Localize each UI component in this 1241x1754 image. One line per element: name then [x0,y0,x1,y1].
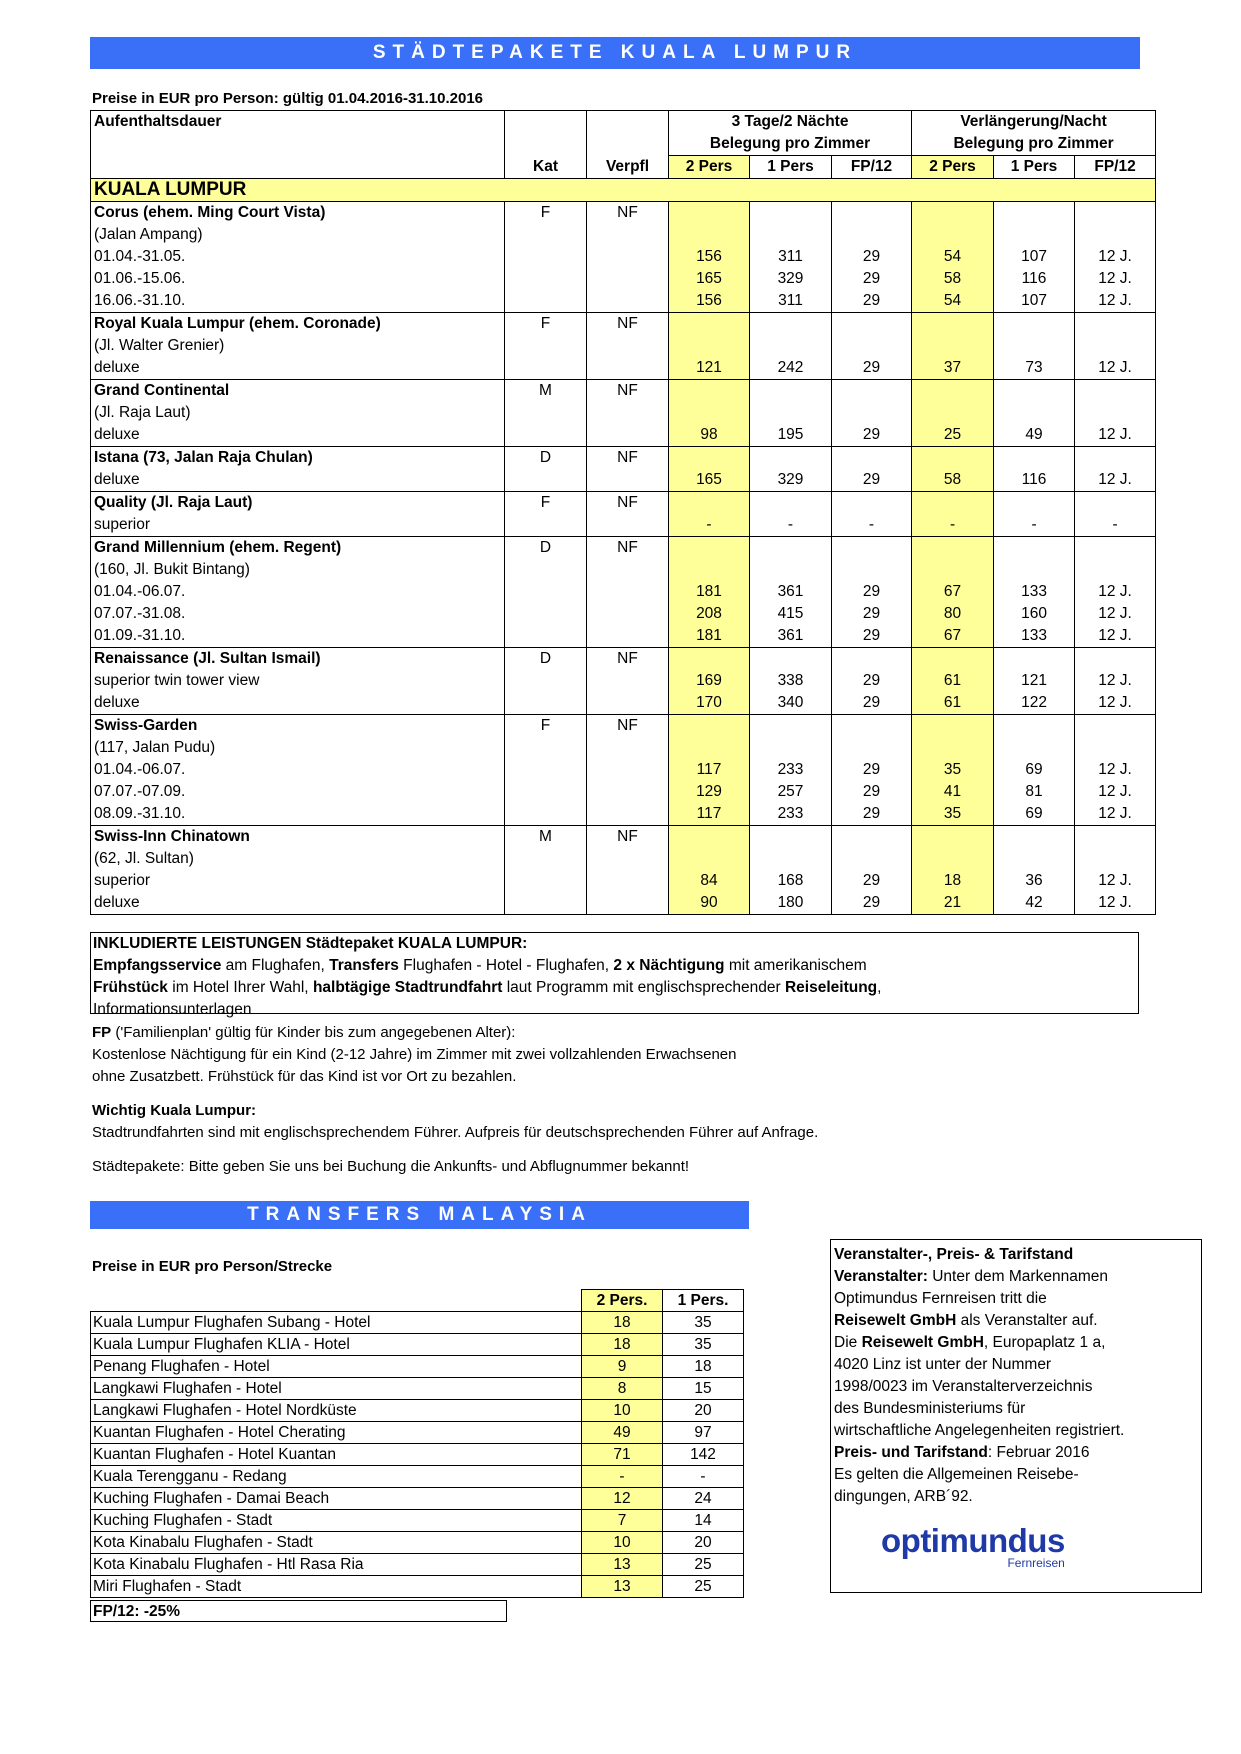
hotel-period: superior twin tower view [91,670,505,692]
transfer-route: Kuantan Flughafen - Hotel Kuantan [91,1444,582,1466]
transfer-row [91,1334,744,1356]
price-1pers: 180 [750,892,832,915]
hotel-row [91,202,1156,225]
hotel-row [91,670,1156,692]
hotel-period: 07.07.-07.09. [91,781,505,803]
logo-sub: Fernreisen [1007,1556,1065,1570]
transfer-row [91,1400,744,1422]
ext-2pers: 35 [912,759,994,781]
transfer-row [91,1312,744,1334]
transfer-route: Penang Flughafen - Hotel [91,1356,582,1378]
transfer-route: Kuala Lumpur Flughafen KLIA - Hotel [91,1334,582,1356]
price-1pers: 257 [750,781,832,803]
hotel-name: Swiss-Inn Chinatown [91,826,505,849]
veranstalter-line: dingungen, ARB´92. [834,1488,973,1505]
hotel-verpfl: NF [587,447,669,470]
hotel-row [91,246,1156,268]
hotel-verpfl: NF [587,537,669,560]
ext-1pers: 116 [994,469,1075,492]
transfer-1pers: 25 [663,1576,744,1598]
price-2pers: 90 [669,892,750,915]
price-2pers: 169 [669,670,750,692]
hotel-row [91,692,1156,715]
header-extension: Verlängerung/Nacht [912,111,1156,134]
price-fp12: 29 [832,670,912,692]
hotel-row [91,380,1156,403]
price-2pers: 208 [669,603,750,625]
included-line-2: Empfangsservice am Flughafen, Transfers Flughafen - Hotel - Flughafen, 2 x Nächtigung mit amerikanischem [93,957,867,974]
price-fp12: 29 [832,246,912,268]
ext-fp12: 12 J. [1075,803,1156,826]
logo-word: optimundus [881,1522,1065,1559]
veranstalter-line: wirtschaftliche Angelegenheiten registriert. [834,1422,1125,1439]
hotel-address: (62, Jl. Sultan) [91,848,505,870]
price-fp12: - [832,514,912,537]
price-2pers: 181 [669,625,750,648]
hotel-row [91,826,1156,849]
hotel-row [91,715,1156,738]
transfer-2pers: 8 [582,1378,663,1400]
price-1pers: 329 [750,469,832,492]
price-1pers: 242 [750,357,832,380]
hotel-verpfl: NF [587,826,669,849]
hotel-verpfl: NF [587,492,669,515]
hotel-period: 07.07.-31.08. [91,603,505,625]
price-fp12: 29 [832,803,912,826]
ext-1pers: 81 [994,781,1075,803]
transfer-row [91,1444,744,1466]
hotel-period: 16.06.-31.10. [91,290,505,313]
hotel-period: superior [91,870,505,892]
hotel-period: deluxe [91,469,505,492]
ext-2pers: 58 [912,268,994,290]
veranstalter-line: Es gelten die Allgemeinen Reisebe- [834,1466,1079,1483]
fp-note-line-1: FP ('Familienplan' gültig für Kinder bis zum angegebenen Alter): [92,1024,516,1041]
hotel-row [91,892,1156,915]
price-2pers: 170 [669,692,750,715]
ext-fp12: 12 J. [1075,781,1156,803]
transfer-route: Kota Kinabalu Flughafen - Stadt [91,1532,582,1554]
ext-2pers: 21 [912,892,994,915]
hotel-address: (160, Jl. Bukit Bintang) [91,559,505,581]
hotel-row [91,224,1156,246]
header-verpfl: Verpfl [587,156,669,179]
price-fp12: 29 [832,870,912,892]
ext-2pers: 35 [912,803,994,826]
transfer-1pers: 97 [663,1422,744,1444]
fp-note-line-2: Kostenlose Nächtigung für ein Kind (2-12 Jahre) im Zimmer mit zwei vollzahlenden Erwachsenen [92,1046,737,1063]
hotel-row [91,848,1156,870]
ext-2pers: 18 [912,870,994,892]
hotel-kat: D [505,648,587,671]
price-2pers: 98 [669,424,750,447]
hotel-verpfl: NF [587,380,669,403]
transfer-2pers: 7 [582,1510,663,1532]
price-2pers: 181 [669,581,750,603]
transfer-1pers: 142 [663,1444,744,1466]
city-heading: KUALA LUMPUR [91,179,1156,202]
veranstalter-heading: Veranstalter-, Preis- & Tarifstand [834,1246,1074,1263]
ext-1pers: 133 [994,581,1075,603]
hotel-kat: M [505,826,587,849]
included-heading: INKLUDIERTE LEISTUNGEN Städtepaket KUALA LUMPUR: [93,935,528,952]
header-extension-sub: Belegung pro Zimmer [912,133,1156,156]
hotel-row [91,625,1156,648]
hotel-period: 01.09.-31.10. [91,625,505,648]
hotel-address: (Jl. Walter Grenier) [91,335,505,357]
transfer-route: Kuching Flughafen - Stadt [91,1510,582,1532]
ext-1pers: 69 [994,803,1075,826]
transfer-route: Kuantan Flughafen - Hotel Cherating [91,1422,582,1444]
price-2pers: 117 [669,759,750,781]
ext-2pers: 61 [912,670,994,692]
hotel-kat: D [505,447,587,470]
ext-fp12: 12 J. [1075,759,1156,781]
price-2pers: - [669,514,750,537]
price-1pers: 361 [750,625,832,648]
hotel-name: Istana (73, Jalan Raja Chulan) [91,447,505,470]
ext-1pers: - [994,514,1075,537]
transfer-2pers: 9 [582,1356,663,1378]
hotel-row [91,559,1156,581]
transfer-1pers: 24 [663,1488,744,1510]
price-1pers: 168 [750,870,832,892]
hotel-row [91,648,1156,671]
ext-2pers: 25 [912,424,994,447]
hotel-verpfl: NF [587,715,669,738]
transfers-banner: TRANSFERS MALAYSIA [90,1201,749,1229]
prices-note: Preise in EUR pro Person: gültig 01.04.2016-31.10.2016 [92,90,484,107]
optimundus-logo [881,1524,1065,1570]
price-2pers: 84 [669,870,750,892]
ext-1pers: 121 [994,670,1075,692]
hotel-name: Royal Kuala Lumpur (ehem. Coronade) [91,313,505,336]
ext-1pers: 160 [994,603,1075,625]
hotel-verpfl: NF [587,202,669,225]
hotel-row [91,402,1156,424]
hotel-address: (Jalan Ampang) [91,224,505,246]
ext-2pers: 67 [912,625,994,648]
wichtig-heading: Wichtig Kuala Lumpur: [92,1102,257,1119]
ext-1pers: 36 [994,870,1075,892]
ext-2pers: 80 [912,603,994,625]
price-fp12: 29 [832,892,912,915]
hotel-kat: D [505,537,587,560]
price-2pers: 165 [669,268,750,290]
veranstalter-line: Die Reisewelt GmbH, Europaplatz 1 a, [834,1334,1106,1351]
transfer-row [91,1488,744,1510]
ext-fp12: 12 J. [1075,625,1156,648]
hotel-verpfl: NF [587,648,669,671]
header-package-sub: Belegung pro Zimmer [669,133,912,156]
transfer-1pers: 35 [663,1334,744,1356]
ext-fp12: 12 J. [1075,581,1156,603]
hotel-kat: M [505,380,587,403]
header-2pers: 2 Pers [669,156,750,179]
ext-1pers: 122 [994,692,1075,715]
transfers-note: Preise in EUR pro Person/Strecke [92,1258,333,1275]
ext-fp12: 12 J. [1075,603,1156,625]
price-fp12: 29 [832,290,912,313]
hotel-row [91,424,1156,447]
transfers-table [90,1289,744,1598]
included-line-4: Informationsunterlagen [93,1001,252,1018]
transfer-route: Langkawi Flughafen - Hotel Nordküste [91,1400,582,1422]
flight-note: Städtepakete: Bitte geben Sie uns bei Buchung die Ankunfts- und Abflugnummer bekannt! [92,1158,690,1175]
ext-1pers: 107 [994,246,1075,268]
ext-1pers: 73 [994,357,1075,380]
header-kat: Kat [505,156,587,179]
hotel-row [91,290,1156,313]
hotel-period: 01.04.-31.05. [91,246,505,268]
ext-1pers: 42 [994,892,1075,915]
ext-1pers: 116 [994,268,1075,290]
price-1pers: 311 [750,246,832,268]
hotel-row [91,357,1156,380]
veranstalter-line: Reisewelt GmbH als Veranstalter auf. [834,1312,1098,1329]
ext-2pers: - [912,514,994,537]
transfer-1pers: 20 [663,1400,744,1422]
hotel-verpfl: NF [587,313,669,336]
transfer-2pers: - [582,1466,663,1488]
hotel-row [91,537,1156,560]
transfer-2pers: 13 [582,1576,663,1598]
transfer-1pers: 18 [663,1356,744,1378]
transfer-route: Kuching Flughafen - Damai Beach [91,1488,582,1510]
veranstalter-line: Optimundus Fernreisen tritt die [834,1290,1047,1307]
header-ext-2pers: 2 Pers [912,156,994,179]
veranstalter-line: Veranstalter: Unter dem Markennamen [834,1268,1108,1285]
transfer-2pers: 18 [582,1334,663,1356]
hotel-name: Grand Millennium (ehem. Regent) [91,537,505,560]
header-stay: Aufenthaltsdauer [91,111,505,134]
included-services-box [90,932,1139,1018]
price-1pers: 233 [750,803,832,826]
ext-fp12: 12 J. [1075,692,1156,715]
transfer-2pers: 71 [582,1444,663,1466]
header-1pers: 1 Pers [750,156,832,179]
ext-2pers: 58 [912,469,994,492]
ext-2pers: 61 [912,692,994,715]
transfer-row [91,1378,744,1400]
transfers-header-1pers: 1 Pers. [663,1290,744,1312]
transfer-row [91,1554,744,1576]
price-2pers: 165 [669,469,750,492]
transfer-2pers: 12 [582,1488,663,1510]
ext-fp12: 12 J. [1075,268,1156,290]
price-fp12: 29 [832,781,912,803]
hotel-period: deluxe [91,357,505,380]
ext-1pers: 49 [994,424,1075,447]
price-1pers: 338 [750,670,832,692]
price-fp12: 29 [832,581,912,603]
price-fp12: 29 [832,268,912,290]
transfer-row [91,1422,744,1444]
veranstalter-line: 1998/0023 im Veranstalterverzeichnis [834,1378,1093,1395]
hotel-row [91,581,1156,603]
transfers-fp-note: FP/12: -25% [90,1600,507,1622]
price-1pers: 340 [750,692,832,715]
ext-2pers: 54 [912,290,994,313]
hotel-period: deluxe [91,424,505,447]
hotel-row [91,781,1156,803]
header-package: 3 Tage/2 Nächte [669,111,912,134]
hotel-period: 01.04.-06.07. [91,581,505,603]
ext-2pers: 67 [912,581,994,603]
ext-fp12: 12 J. [1075,892,1156,915]
transfer-2pers: 18 [582,1312,663,1334]
fp-note-line-3: ohne Zusatzbett. Frühstück für das Kind ist vor Ort zu bezahlen. [92,1068,517,1085]
price-1pers: - [750,514,832,537]
header-ext-fp12: FP/12 [1075,156,1156,179]
price-2pers: 121 [669,357,750,380]
price-fp12: 29 [832,469,912,492]
transfer-row [91,1576,744,1598]
hotel-price-table [90,110,1156,915]
wichtig-text: Stadtrundfahrten sind mit englischsprechendem Führer. Aufpreis für deutschsprechenden Führer auf Anfrage. [92,1124,819,1141]
transfer-2pers: 10 [582,1400,663,1422]
veranstalter-line: 4020 Linz ist unter der Nummer [834,1356,1052,1373]
veranstalter-line: des Bundesministeriums für [834,1400,1026,1417]
hotel-period: deluxe [91,892,505,915]
ext-fp12: - [1075,514,1156,537]
ext-2pers: 37 [912,357,994,380]
ext-1pers: 107 [994,290,1075,313]
hotel-row [91,603,1156,625]
price-fp12: 29 [832,759,912,781]
included-line-3: Frühstück im Hotel Ihrer Wahl, halbtägige Stadtrundfahrt laut Programm mit englischsprechender Reiseleitung, [93,979,882,996]
transfer-1pers: 14 [663,1510,744,1532]
transfer-route: Kota Kinabalu Flughafen - Htl Rasa Ria [91,1554,582,1576]
ext-fp12: 12 J. [1075,469,1156,492]
transfer-route: Langkawi Flughafen - Hotel [91,1378,582,1400]
transfer-row [91,1532,744,1554]
hotel-row [91,469,1156,492]
price-1pers: 361 [750,581,832,603]
veranstalter-line: Preis- und Tarifstand: Februar 2016 [834,1444,1090,1461]
price-2pers: 117 [669,803,750,826]
hotel-kat: F [505,492,587,515]
hotel-address: (Jl. Raja Laut) [91,402,505,424]
hotel-kat: F [505,715,587,738]
price-2pers: 129 [669,781,750,803]
hotel-row [91,335,1156,357]
hotel-period: 01.06.-15.06. [91,268,505,290]
price-1pers: 329 [750,268,832,290]
ext-1pers: 69 [994,759,1075,781]
header-fp12: FP/12 [832,156,912,179]
hotel-period: 01.04.-06.07. [91,759,505,781]
hotel-name: Renaissance (Jl. Sultan Ismail) [91,648,505,671]
transfer-route: Kuala Terengganu - Redang [91,1466,582,1488]
hotel-period: deluxe [91,692,505,715]
transfer-1pers: - [663,1466,744,1488]
hotel-period: superior [91,514,505,537]
transfer-2pers: 10 [582,1532,663,1554]
hotel-kat: F [505,313,587,336]
price-1pers: 311 [750,290,832,313]
ext-fp12: 12 J. [1075,870,1156,892]
hotel-kat: F [505,202,587,225]
transfer-row [91,1466,744,1488]
hotel-row [91,268,1156,290]
price-2pers: 156 [669,246,750,268]
hotel-row [91,803,1156,826]
ext-fp12: 12 J. [1075,670,1156,692]
ext-1pers: 133 [994,625,1075,648]
hotel-name: Grand Continental [91,380,505,403]
hotel-row [91,492,1156,515]
transfer-route: Kuala Lumpur Flughafen Subang - Hotel [91,1312,582,1334]
transfer-2pers: 49 [582,1422,663,1444]
hotel-row [91,514,1156,537]
transfer-1pers: 25 [663,1554,744,1576]
ext-2pers: 41 [912,781,994,803]
hotel-row [91,759,1156,781]
transfers-header-2pers: 2 Pers. [582,1290,663,1312]
ext-fp12: 12 J. [1075,246,1156,268]
hotel-row [91,870,1156,892]
hotel-name: Quality (Jl. Raja Laut) [91,492,505,515]
transfer-2pers: 13 [582,1554,663,1576]
header-ext-1pers: 1 Pers [994,156,1075,179]
ext-fp12: 12 J. [1075,290,1156,313]
price-fp12: 29 [832,625,912,648]
price-1pers: 415 [750,603,832,625]
hotel-row [91,737,1156,759]
transfer-row [91,1356,744,1378]
transfer-row [91,1510,744,1532]
title-banner: STÄDTEPAKETE KUALA LUMPUR [90,37,1140,69]
hotel-period: 08.09.-31.10. [91,803,505,826]
transfer-1pers: 15 [663,1378,744,1400]
transfer-1pers: 20 [663,1532,744,1554]
price-fp12: 29 [832,692,912,715]
hotel-name: Swiss-Garden [91,715,505,738]
price-fp12: 29 [832,357,912,380]
hotel-address: (117, Jalan Pudu) [91,737,505,759]
hotel-row [91,313,1156,336]
transfer-route: Miri Flughafen - Stadt [91,1576,582,1598]
hotel-row [91,447,1156,470]
price-2pers: 156 [669,290,750,313]
transfer-1pers: 35 [663,1312,744,1334]
ext-fp12: 12 J. [1075,357,1156,380]
ext-2pers: 54 [912,246,994,268]
price-1pers: 195 [750,424,832,447]
price-fp12: 29 [832,603,912,625]
price-1pers: 233 [750,759,832,781]
price-fp12: 29 [832,424,912,447]
hotel-name: Corus (ehem. Ming Court Vista) [91,202,505,225]
ext-fp12: 12 J. [1075,424,1156,447]
